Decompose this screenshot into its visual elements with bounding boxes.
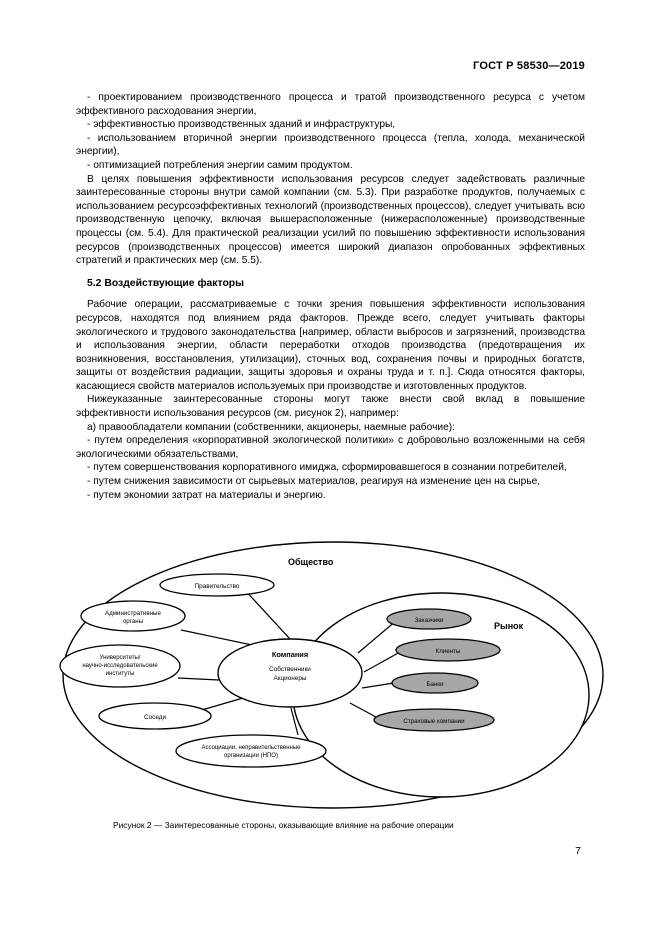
paragraph: Нижеуказанные заинтересованные стороны могут также внести свой вклад в повышение эффективности использования ресурсов (см. рисунок 2), например: <box>76 394 585 420</box>
node-banks <box>392 673 478 693</box>
svg-text:Административные: Административные <box>105 610 161 617</box>
node-suppliers <box>387 609 471 629</box>
svg-text:Акционеры: Акционеры <box>273 675 307 682</box>
node-government <box>160 574 274 596</box>
svg-text:Университеты/: Университеты/ <box>99 655 141 661</box>
svg-text:Собственники: Собственники <box>269 666 311 673</box>
society-label: Общество <box>288 557 334 567</box>
node-admin <box>81 601 185 631</box>
node-insurance <box>374 709 494 731</box>
list-item: - путем экономии затрат на материалы и энергию. <box>87 489 326 501</box>
document-standard-number: ГОСТ Р 58530—2019 <box>473 60 585 72</box>
svg-text:научно-исследовательские: научно-исследовательские <box>82 663 158 669</box>
list-item: - проектированием производственного процесса и тратой производственного ресурса с учетом эффективного расходования энергии, <box>76 92 585 117</box>
section-title: 5.2 Воздействующие факторы <box>87 277 245 289</box>
svg-text:Соседи: Соседи <box>143 714 167 721</box>
svg-text:Ассоциации, неправительственны: Ассоциации, неправительственные <box>201 745 301 751</box>
svg-text:Клиенты: Клиенты <box>435 648 461 655</box>
figure-caption: Рисунок 2 — Заинтересованные стороны, оказывающие влияние на рабочие операции <box>113 820 454 830</box>
node-company <box>218 639 362 707</box>
svg-text:Страховые компании: Страховые компании <box>403 718 465 725</box>
list-item: - эффективностью производственных зданий и инфраструктуры, <box>87 119 396 131</box>
node-ngo <box>176 735 326 767</box>
stakeholders-diagram <box>58 540 608 810</box>
svg-text:Правительство: Правительство <box>194 583 240 590</box>
svg-text:Банки: Банки <box>426 681 444 688</box>
svg-text:Заказчики: Заказчики <box>414 617 444 624</box>
paragraph: Рабочие операции, рассматриваемые с точки зрения повышения эффективности использования ресурсов, находятся под влиянием ряда факторов. Прежде всего, следует учитывать факторы экологического и трудового законодательства [например, области выбросов и загрязнений, производства и использования энергии, области переработки отходов производства (предотвращения их возникновения, восстановления, утилизации), сточных вод, сохранения почвы и природных богатств, защиты от воздействия радиации, защиты здоровья и охраны труда и т. п.]. Сюда относятся факторы, касающиеся свойств материалов используемых при производстве и изготовленных продуктов. <box>76 299 585 392</box>
node-clients <box>396 639 500 661</box>
list-item: - использованием вторичной энергии производственного процесса (тепла, холода, механической энергии), <box>76 132 585 158</box>
list-item: - оптимизацией потребления энергии самим продуктом. <box>87 159 353 171</box>
list-item: - путем определения «корпоративной экологической политики» с добровольно возложенными на себя экологическими обязательствами, <box>76 435 585 460</box>
market-label: Рынок <box>494 621 524 631</box>
svg-text:Компания: Компания <box>271 650 309 659</box>
svg-text:органы: органы <box>122 618 144 625</box>
node-universities <box>60 645 180 687</box>
list-item: - путем совершенствования корпоративного имиджа, сформировавшегося в сознании потребителей, <box>87 462 567 474</box>
body-text <box>76 91 585 502</box>
paragraph: В целях повышения эффективности использования ресурсов следует задействовать различные заинтересованные стороны внутри самой компании (см. 5.3). При разработке продуктов, получаемых с использованием ресурсоэффективных технологий (производственных процессов), следует учитывать всю производственную цепочку, включая вышерасположенные (нижерасположенные) производственные процессы (см. 5.4). Для практической реализации усилий по повышению эффективности использования ресурсов (производственных процессов) имеется широкий диапазон опробованных эффективных стратегий и практических мер (см. 5.5). <box>76 173 585 267</box>
list-item: - путем снижения зависимости от сырьевых материалов, реагируя на изменение цен на сырье, <box>87 476 541 488</box>
node-neighbors <box>99 703 211 729</box>
svg-text:институты: институты <box>105 671 135 677</box>
list-item: а) правообладатели компании (собственники, акционеры, наемные рабочие): <box>87 421 455 433</box>
page-number: 7 <box>575 845 581 857</box>
svg-text:организации (НПО): организации (НПО) <box>224 753 278 759</box>
